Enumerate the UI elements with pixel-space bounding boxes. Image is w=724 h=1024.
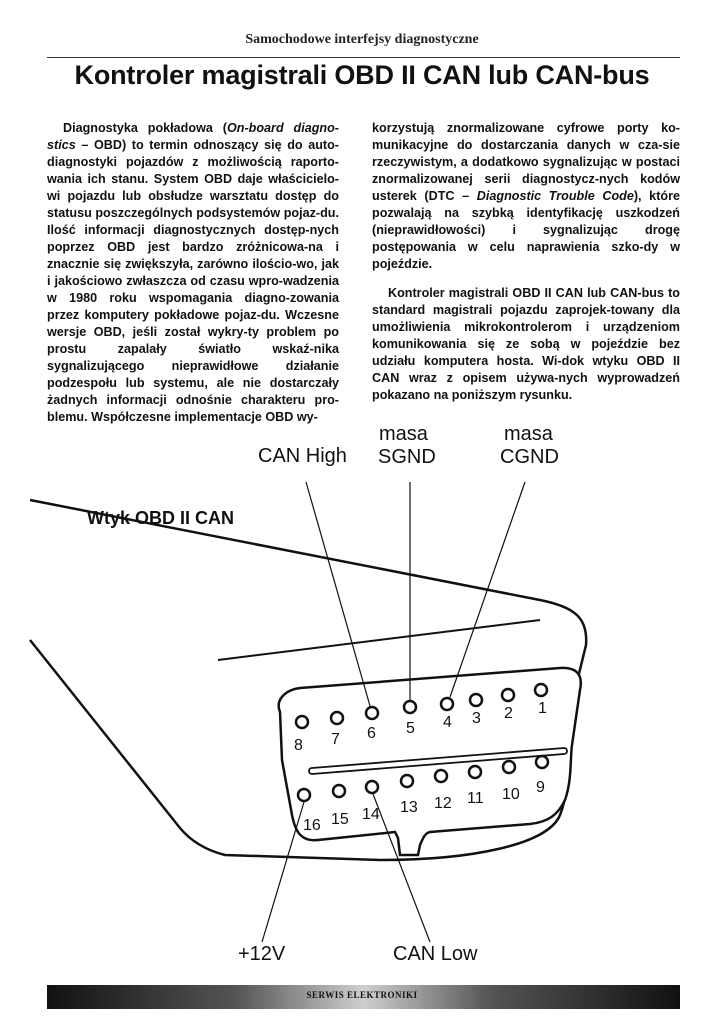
- pin-hole-2: [502, 689, 514, 701]
- article-title: Kontroler magistrali OBD II CAN lub CAN-bus: [74, 60, 650, 90]
- leader-cgnd: [450, 482, 525, 697]
- leader-12v: [262, 802, 304, 942]
- connector-subtitle: Wtyk OBD II CAN: [87, 508, 235, 528]
- pin-number-7: 7: [331, 731, 340, 748]
- pin-hole-9: [536, 756, 548, 768]
- pin-hole-16: [298, 789, 310, 801]
- pin-number-1: 1: [538, 700, 547, 717]
- label-masa-2: masa: [504, 423, 553, 445]
- pin-hole-6: [366, 707, 378, 719]
- left-p1-a: Diagnostyka pokładowa (: [63, 121, 227, 135]
- label-can-high: CAN High: [258, 445, 347, 467]
- pin-number-14: 14: [362, 806, 380, 823]
- right-p1-a: korzystują znormalizowane cyfrowe porty ko-munikacyjne do dostarczania danych w cza-sie rzeczywistym, a dodatkowo sygnalizując w postaci znormalizowanej serii diagnostycz-nych kodów usterek (DTC –: [372, 121, 680, 203]
- label-cgnd: CGND: [500, 446, 559, 468]
- pin-number-13: 13: [400, 799, 418, 816]
- pin-number-5: 5: [406, 720, 415, 737]
- pin-number-2: 2: [504, 705, 513, 722]
- pin-number-6: 6: [367, 725, 376, 742]
- pin-hole-4: [441, 698, 453, 710]
- label-sgnd: SGND: [378, 446, 436, 468]
- leader-can-high: [306, 482, 370, 706]
- right-paragraph-1: [372, 120, 680, 273]
- pin-hole-14: [366, 781, 378, 793]
- pin-number-4: 4: [443, 714, 452, 731]
- housing-inner-edge: [218, 620, 540, 660]
- pin-hole-12: [435, 770, 447, 782]
- right-column: [372, 120, 680, 416]
- label-masa-1: masa: [379, 423, 428, 445]
- pin-number-16: 16: [303, 817, 321, 834]
- right-p1-b: Diagnostic Trouble Code: [476, 189, 634, 203]
- pin-number-9: 9: [536, 779, 545, 796]
- left-paragraph: [47, 120, 339, 426]
- footer-brand: SERWIS ELEKTRONIKI: [306, 990, 418, 1000]
- pin-hole-10: [503, 761, 515, 773]
- running-header: Samochodowe interfejsy diagnostyczne: [245, 32, 479, 47]
- left-p1-c: – OBD) to termin odnoszący się do auto-diagnostyki pojazdów z możliwością raporto-wania ich stanu. System OBD daje właścicielo-wi pojazdu lub obsłudze warsztatu dostęp do statusu poszczególnych podsystemów pojaz-du. Ilość informacji diagnostycznych dostęp-nych poprzez OBD jest bardzo zróżnicowa-na i znacznie się zwiększyła, zarówno ilościo-wo, jak i jakościowo zwłaszcza od czasu wpro-wadzenia w 1980 roku wspomagania diagno-zowania przez komputery pokładowe pojaz-du. Wczesne wersje OBD, jeśli został wykry-ty problem po prostu zapalały światło wskaź-nika sygnalizującego nieprawidłowe działanie podzespołu lub systemu, ale nie dostarczały żadnych informacji odnośnie charakteru pro-blemu. Współczesne implementacje OBD wy-: [47, 138, 339, 424]
- label-12v: +12V: [238, 943, 286, 965]
- pin-hole-13: [401, 775, 413, 787]
- right-p1-c: ), które pozwalają na szybką identyfikację uszkodzeń (nieprawidłowości) i sygnalizując drogę postępowania w celu naprawienia szko-dy w pojeździe.: [372, 189, 680, 271]
- pin-number-8: 8: [294, 737, 303, 754]
- right-paragraph-2: Kontroler magistrali OBD II CAN lub CAN-bus to standard magistrali pojazdu zaprojek-towany dla umożliwienia mikrokontrolerom i urządzeniom komunikowania się ze sobą w pojeździe bez udziału komputera hosta. Wi-dok wtyku OBD II CAN wraz z opisem używa-nych wyprowadzeń pokazano na poniższym rysunku.: [372, 286, 680, 402]
- left-column: [47, 120, 339, 438]
- pin-hole-3: [470, 694, 482, 706]
- pin-number-15: 15: [331, 811, 349, 828]
- pin-number-12: 12: [434, 795, 452, 812]
- pin-hole-15: [333, 785, 345, 797]
- left-p1-b: On-board diagno-stics: [47, 121, 340, 152]
- pin-hole-8: [296, 716, 308, 728]
- header-rule: [47, 57, 680, 58]
- pin-hole-11: [469, 766, 481, 778]
- pin-hole-7: [331, 712, 343, 724]
- connector-drawing: [0, 420, 724, 975]
- pin-number-11: 11: [467, 790, 484, 807]
- pin-number-3: 3: [472, 710, 481, 727]
- obd-connector-diagram: [0, 420, 724, 975]
- pin-hole-1: [535, 684, 547, 696]
- pin-hole-5: [404, 701, 416, 713]
- label-can-low: CAN Low: [393, 943, 478, 965]
- pin-number-10: 10: [502, 786, 520, 803]
